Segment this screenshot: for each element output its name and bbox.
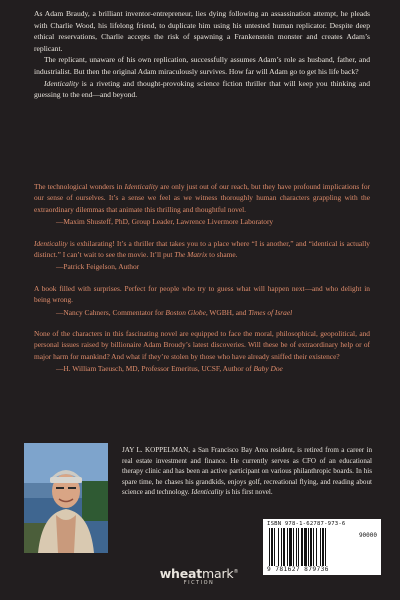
- barcode-bar: [298, 528, 299, 566]
- isbn-barcode: [263, 519, 381, 575]
- isbn-text: ISBN 978-1-62787-973-6: [267, 521, 346, 527]
- author-photo: [24, 443, 108, 553]
- review: [34, 328, 370, 375]
- barcode-bar: [308, 528, 309, 566]
- review: [34, 181, 370, 228]
- barcode-bar: [281, 528, 282, 566]
- review-quote: Identicality is exhilarating! It’s a thriller that takes you to a place where “I is another,” and “identical is actually distinct.” I can’t wait to see the movie. It’ll put The Matrix to shame.: [34, 238, 370, 260]
- barcode-bar: [271, 528, 273, 566]
- barcode-bar: [322, 528, 324, 566]
- barcode-bar: [325, 528, 326, 566]
- barcode-bar: [287, 528, 288, 566]
- synopsis: [34, 8, 370, 101]
- price-code: 90000: [358, 532, 377, 539]
- barcode-bar: [289, 528, 292, 566]
- barcode-digits: 9 781627 879736: [267, 566, 329, 573]
- barcode-bar: [293, 528, 294, 566]
- author-bio: JAY L. KOPPELMAN, a San Francisco Bay Area resident, is retired from a career in real estate investment and finance. He currently serves as CFO of an educational therapy clinic and has been an active participant on various philanthropic boards. In his spare time, he chases his grandkids, enjoys golf, recreational flying, and reading about science and technology. Identicality is his first novel.: [122, 446, 372, 497]
- barcode-bar: [274, 528, 275, 566]
- review: [34, 238, 370, 273]
- review-quote: A book filled with surprises. Perfect for people who try to guess what will happen next—and who delight in being wrong.: [34, 283, 370, 305]
- book-title: Identicality: [44, 78, 79, 88]
- reviews: [34, 181, 370, 385]
- barcode-bar: [320, 528, 321, 566]
- synopsis-paragraph: The replicant, unaware of his own replication, successfully assumes Adam’s role as husband, father, and industrialist. But then the original Adam miraculously survives. How far will Adam go to get his life back?: [34, 55, 370, 76]
- review-quote: None of the characters in this fascinating novel are equipped to face the moral, philosophical, geopolitical, and personal issues raised by billionaire Adam Broudy’s latest discoveries. Will these be of extraordinary help or of major harm for mankind? And what if they’re stolen by those who have already sniffed their existence?: [34, 329, 370, 361]
- barcode-bar: [269, 528, 270, 566]
- review-attribution: —Maxim Shusteff, PhD, Group Leader, Lawrence Livermore Laboratory: [56, 217, 274, 227]
- review: [34, 283, 370, 318]
- barcode-bar: [316, 528, 317, 566]
- barcode-bar: [301, 528, 303, 566]
- synopsis-paragraph: Identicality is a riveting and thought-provoking science fiction thriller that will keep you thinking and guessing to the end—and beyond.: [34, 78, 370, 100]
- publisher-logo: [149, 566, 249, 594]
- synopsis-paragraph: As Adam Braudy, a brilliant inventor-entrepreneur, lies dying following an assassination attempt, he pleads with Charlie Wood, his lifelong friend, to duplicate him using his untested human replicator. Despite deep ethical reservations, Charlie accepts the risk of spawning a Frankenstein monster and creates Adam’s replicant.: [34, 9, 370, 53]
- review-attribution: —Patrick Feigelson, Author: [56, 262, 140, 272]
- publisher-imprint: FICTION: [183, 580, 215, 586]
- barcode-bar: [283, 528, 285, 566]
- barcode-bar: [278, 528, 279, 566]
- review-attribution: —H. William Taeusch, MD, Professor Emeritus, UCSF, Author of Baby Doe: [56, 364, 283, 374]
- review-attribution: —Nancy Cahners, Commentator for Boston Globe, WGBH, and Times of Israel: [56, 307, 293, 317]
- book-title: Identicality: [191, 488, 224, 497]
- barcode-bars: [269, 528, 351, 566]
- barcode-bar: [296, 528, 297, 566]
- barcode-bar: [304, 528, 307, 566]
- publisher-name: wheatmark®: [159, 566, 239, 581]
- review-quote: The technological wonders in Identicality are only just out of our reach, but they have profound implications for our sense of ourselves. It’s a sense we feel as we witness thoroughly human characters grappling with the extraordinary dilemmas that animate this thrilling and thoughtful novel.: [34, 182, 370, 214]
- barcode-bar: [310, 528, 312, 566]
- barcode-bar: [313, 528, 314, 566]
